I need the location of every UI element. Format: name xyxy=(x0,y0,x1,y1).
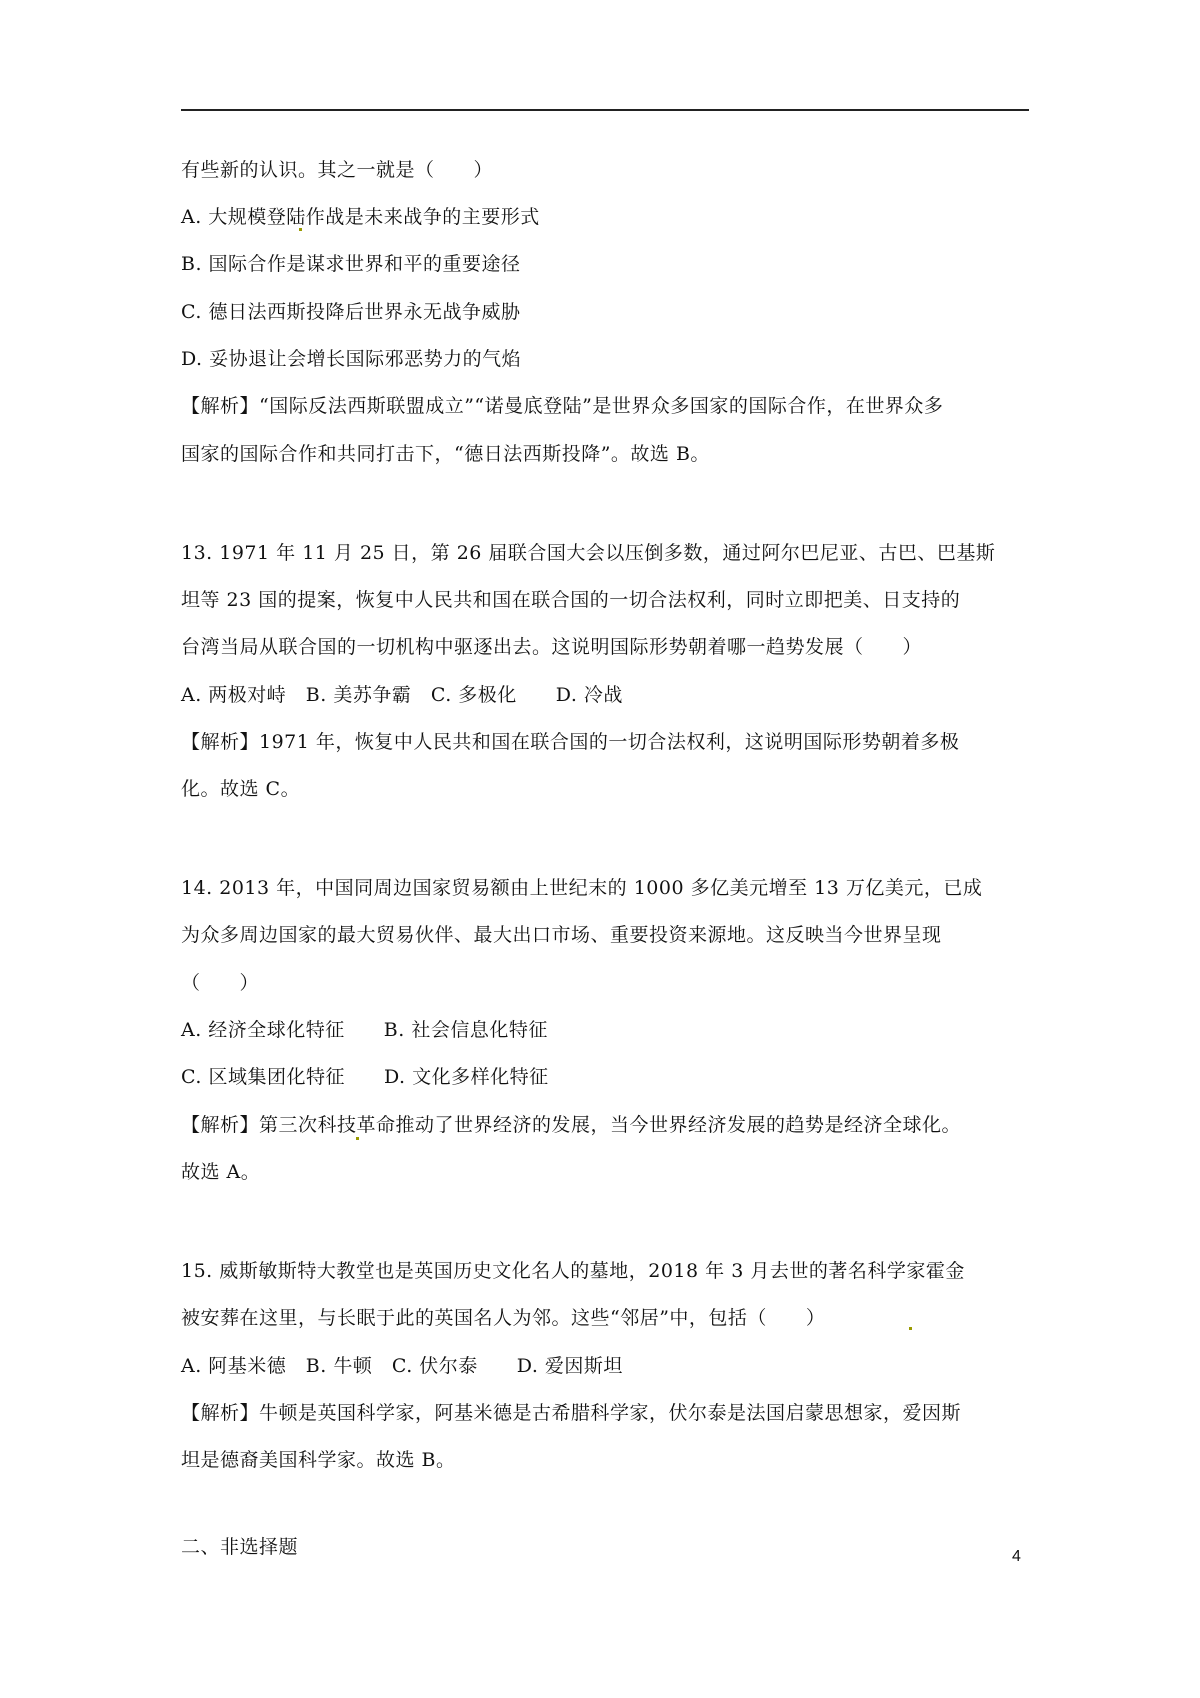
q14-stem-cont: （ ） xyxy=(181,972,260,994)
q14-options-cd: C. 区域集团化特征 D. 文化多样化特征 xyxy=(181,1066,549,1088)
q14-analysis: 【解析】第三次科技革命推动了世界经济的发展，当今世界经济发展的趋势是经济全球化。 xyxy=(181,1114,962,1136)
scan-artifact-dot xyxy=(909,1327,912,1330)
q13-stem-cont: 坦等 23 国的提案，恢复中人民共和国在联合国的一切合法权利，同时立即把美、日支持的 xyxy=(181,589,961,611)
q14-options-ab: A. 经济全球化特征 B. 社会信息化特征 xyxy=(181,1019,548,1041)
q12-option-a: A. 大规模登陆作战是未来战争的主要形式 xyxy=(181,206,540,228)
q12-option-d: D. 妥协退让会增长国际邪恶势力的气焰 xyxy=(181,348,522,370)
q15-analysis-cont: 坦是德裔美国科学家。故选 B。 xyxy=(181,1449,456,1471)
header-rule xyxy=(181,109,1029,111)
text-line: 有些新的认识。其之一就是（ ） xyxy=(181,159,494,181)
section-heading: 二、非选择题 xyxy=(181,1536,299,1558)
q12-option-b: B. 国际合作是谋求世界和平的重要途径 xyxy=(181,253,521,275)
scan-artifact-dot xyxy=(356,1137,359,1140)
q15-options: A. 阿基米德 B. 牛顿 C. 伏尔泰 D. 爱因斯坦 xyxy=(181,1355,623,1377)
q13-analysis-cont: 化。故选 C。 xyxy=(181,778,301,800)
scan-artifact-dot xyxy=(299,228,302,231)
q13-analysis: 【解析】1971 年，恢复中人民共和国在联合国的一切合法权利，这说明国际形势朝着多极 xyxy=(181,731,960,753)
page-number: 4 xyxy=(1012,1548,1021,1565)
q13-stem-cont: 台湾当局从联合国的一切机构中驱逐出去。这说明国际形势朝着哪一趋势发展（ ） xyxy=(181,636,923,658)
q13-options: A. 两极对峙 B. 美苏争霸 C. 多极化 D. 冷战 xyxy=(181,684,623,706)
q12-analysis: 【解析】“国际反法西斯联盟成立”“诺曼底登陆”是世界众多国家的国际合作，在世界众多 xyxy=(181,395,944,417)
q15-stem: 15. 威斯敏斯特大教堂也是英国历史文化名人的墓地，2018 年 3 月去世的著名科学家霍金 xyxy=(181,1260,965,1282)
q12-analysis-cont: 国家的国际合作和共同打击下，“德日法西斯投降”。故选 B。 xyxy=(181,443,710,465)
q12-option-c: C. 德日法西斯投降后世界永无战争威胁 xyxy=(181,301,521,323)
q14-stem-cont: 为众多周边国家的最大贸易伙伴、最大出口市场、重要投资来源地。这反映当今世界呈现 xyxy=(181,924,942,946)
q15-stem-cont: 被安葬在这里，与长眠于此的英国名人为邻。这些“邻居”中，包括（ ） xyxy=(181,1307,826,1329)
q15-analysis: 【解析】牛顿是英国科学家，阿基米德是古希腊科学家，伏尔泰是法国启蒙思想家，爱因斯 xyxy=(181,1402,962,1424)
q13-stem: 13. 1971 年 11 月 25 日，第 26 届联合国大会以压倒多数，通过阿尔巴尼亚、古巴、巴基斯 xyxy=(181,542,996,564)
q14-stem: 14. 2013 年，中国同周边国家贸易额由上世纪末的 1000 多亿美元增至 13 万亿美元，已成 xyxy=(181,877,983,899)
q14-analysis-cont: 故选 A。 xyxy=(181,1161,261,1183)
